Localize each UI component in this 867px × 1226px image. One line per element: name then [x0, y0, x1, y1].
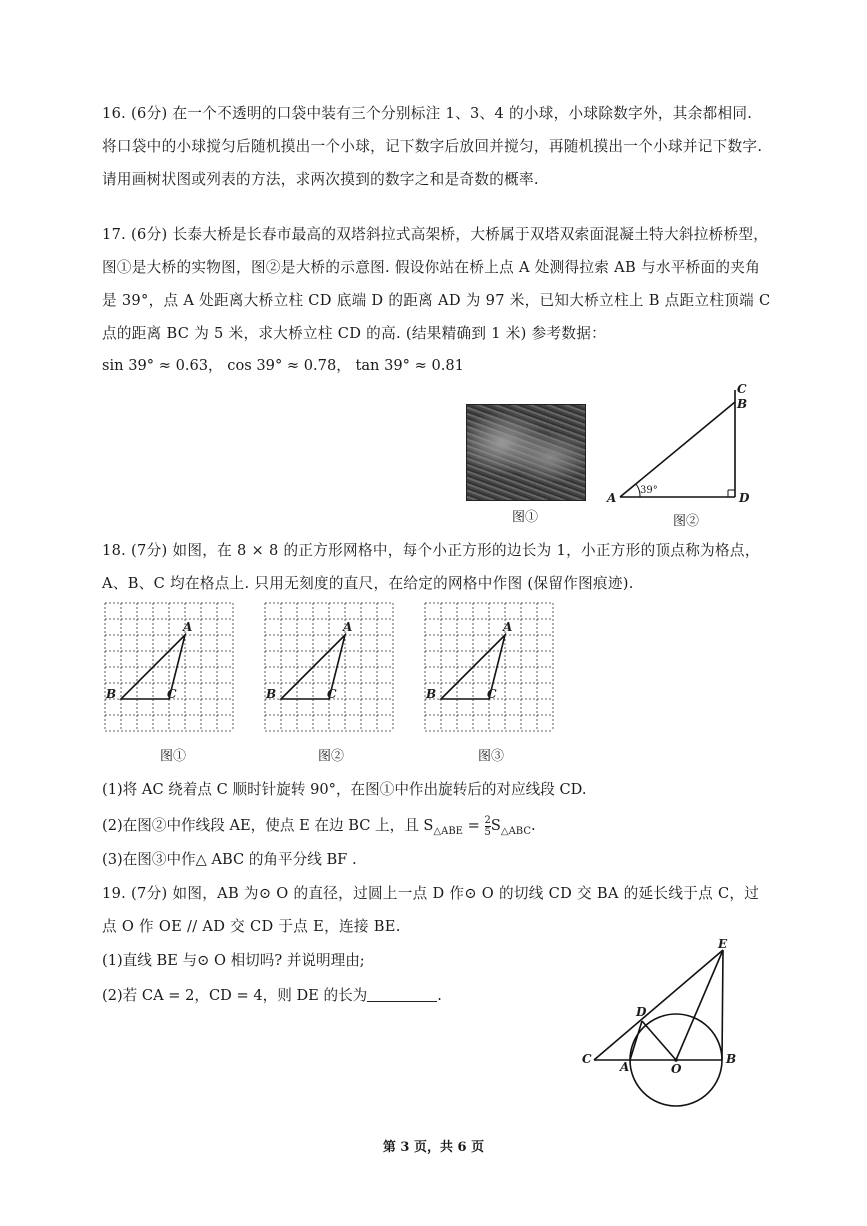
q17-label-a: A — [607, 491, 617, 505]
q18-g1-label-c: C — [167, 687, 177, 701]
q18-g2-label-b: B — [266, 687, 277, 701]
question-19: 19. (7分) 如图，AB 为⊙ O 的直径，过圆上一点 D 作⊙ O 的切线 CD 交 BA 的延长线于点 C，过点 O 作 OE // AD 交 CD 于点 E，连接 BE. — [102, 885, 760, 935]
q17-reference-data: sin 39° ≈ 0.63， cos 39° ≈ 0.78， tan 39° ≈ 0.81 — [102, 357, 464, 374]
q18-caption-2: 图② — [318, 749, 345, 764]
q17-fig2-caption: 图② — [673, 514, 700, 529]
q18-sub1: (1)将 AC 绕着点 C 顺时针旋转 90°，在图①中作出旋转后的对应线段 CD. — [102, 781, 587, 798]
q19-label-c: C — [582, 1052, 592, 1066]
q17-label-b: B — [737, 397, 748, 411]
q18-g2-label-a: A — [343, 620, 353, 634]
q19-label-d: D — [636, 1005, 647, 1019]
q18-g2-label-c: C — [327, 687, 337, 701]
q19-label-e: E — [718, 937, 728, 951]
page-footer: 第 3 页，共 6 页 — [382, 1140, 485, 1155]
q17-fig1-caption: 图① — [512, 510, 539, 525]
q18-sub3: (3)在图③中作△ ABC 的角平分线 BF . — [102, 851, 357, 868]
q19-sub1: (1)直线 BE 与⊙ O 相切吗? 并说明理由; — [102, 952, 365, 969]
q19-label-o: O — [671, 1062, 682, 1076]
q19-answer-blank[interactable] — [367, 1001, 437, 1002]
q18-g1-label-a: A — [183, 620, 193, 634]
q18-g1-label-b: B — [106, 687, 117, 701]
q18-grid-3 — [423, 601, 556, 741]
q17-angle-label: 39° — [640, 485, 658, 496]
q18-grid-1 — [103, 601, 236, 741]
q18-grid-2 — [263, 601, 396, 741]
q17-label-c: C — [737, 382, 747, 396]
q18-caption-1: 图① — [160, 749, 187, 764]
bridge-photo — [466, 404, 586, 501]
q19-label-b: B — [726, 1052, 737, 1066]
q18-sub2: (2)在图②中作线段 AE，使点 E 在边 BC 上，且 $S_{\triangle ABE}$ = $\frac{2}{5}$ $S_{\triangle ABC}$. — [102, 814, 536, 838]
q19-circle-diagram — [580, 935, 750, 1115]
q19-sub2: (2)若 CA = 2，CD = 4，则 DE 的长为 . — [102, 987, 442, 1004]
q17-triangle-diagram — [600, 380, 760, 510]
q18-g3-label-a: A — [503, 620, 513, 634]
question-17: 17. (6分) 长泰大桥是长春市最高的双塔斜拉式高架桥，大桥属于双塔双索面混凝土特大斜拉桥桥型，图①是大桥的实物图，图②是大桥的示意图. 假设你站在桥上点 A 处测得拉索 AB 与水平桥面的夹角是 39°，点 A 处距离大桥立柱 CD 底端 D 的距离 AD 为 97 米，已知大桥立柱上 B 点距立柱顶端 C 点的距离 BC 为 5 米，求大桥立柱 CD 的高. (结果精确到 1 米) 参考数据： — [102, 226, 771, 342]
q17-label-d: D — [739, 491, 750, 505]
question-16: 16. (6分) 在一个不透明的口袋中装有三个分别标注 1、3、4 的小球，小球除数字外，其余都相同. 将口袋中的小球搅匀后随机摸出一个小球，记下数字后放回并搅匀，再随机摸出一个小球并记下数字. 请用画树状图或列表的方法，求两次摸到的数字之和是奇数的概率. — [102, 105, 763, 188]
q19-label-a: A — [620, 1060, 630, 1074]
q18-g3-label-c: C — [487, 687, 497, 701]
question-18: 18. (7分) 如图，在 8 × 8 的正方形网格中，每个小正方形的边长为 1，小正方形的顶点称为格点，A、B、C 均在格点上. 只用无刻度的直尺，在给定的网格中作图 (保留作图痕迹). — [102, 542, 760, 592]
q18-g3-label-b: B — [426, 687, 437, 701]
q18-caption-3: 图③ — [478, 749, 505, 764]
